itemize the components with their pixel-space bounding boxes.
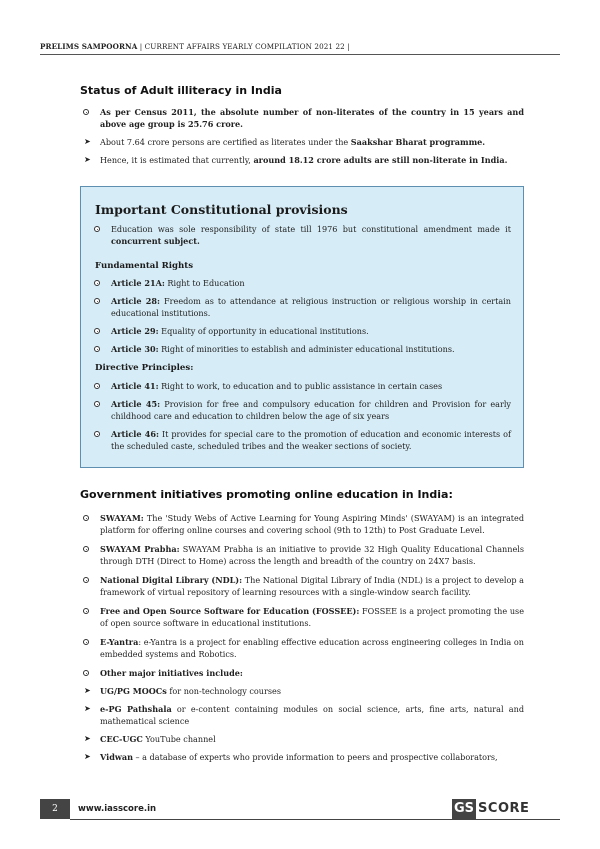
directive-principles-list — [91, 380, 511, 452]
list-subitem: ➤ e-PG Pathshala or e-content containing modules on social science, arts, fine arts, natural and mathematical science — [84, 704, 524, 726]
arrow-bullet-icon: ➤ — [84, 155, 91, 164]
arrow-bullet-icon: ➤ — [84, 137, 91, 146]
arrow-bullet-icon: ➤ — [84, 734, 91, 743]
list-item: Article 41: Right to work, to education and to public assistance in certain cases — [91, 380, 511, 392]
arrow-bullet-icon: ➤ — [84, 752, 91, 761]
logo-gs: GS — [452, 799, 476, 819]
list-subitem: ➤ UG/PG MOOCs for non-technology courses — [84, 686, 281, 696]
list-item: Article 29: Equality of opportunity in educational institutions. — [91, 325, 511, 337]
circle-bullet-icon — [94, 280, 100, 286]
footer-url: www.iasscore.in — [78, 804, 157, 814]
list-item: Education was sole responsibility of state till 1976 but constitutional amendment made it concurrent subject. — [91, 223, 511, 247]
circle-bullet-icon — [83, 639, 89, 645]
circle-bullet-icon — [83, 109, 89, 115]
circle-bullet-icon — [94, 328, 100, 334]
list-item: Other major initiatives include: — [80, 667, 524, 679]
running-header — [40, 42, 560, 51]
circle-bullet-icon — [94, 401, 100, 407]
list-item: Article 45: Provision for free and compulsory education for children and Provision for early childhood care and education to children below the age of six years — [91, 398, 511, 422]
circle-bullet-icon — [83, 670, 89, 676]
box-title: Important Constitutional provisions — [95, 202, 348, 217]
list-item: Article 46: It provides for special care to the promotion of education and economic interests of the scheduled caste, scheduled tribes and the weaker sections of society. — [91, 428, 511, 452]
list-item: Free and Open Source Software for Education (FOSSEE): FOSSEE is a project promoting the use of open source software in educational institutions. — [80, 605, 524, 629]
footer-rule — [70, 819, 560, 820]
header-series: PRELIMS SAMPOORNA — [40, 42, 138, 51]
logo-score: SCORE — [478, 801, 530, 816]
box-intro-list — [91, 223, 511, 247]
list-item: National Digital Library (NDL): The National Digital Library of India (NDL) is a project to develop a framework of virtual repository of learning resources with a single-window search facility. — [80, 574, 524, 598]
header-title: | CURRENT AFFAIRS YEARLY COMPILATION 2021 22 | — [137, 42, 350, 51]
page-number: 2 — [40, 799, 70, 819]
list-subitem: ➤ Hence, it is estimated that currently, around 18.12 crore adults are still non-literate in India. — [84, 155, 508, 165]
arrow-bullet-icon: ➤ — [84, 704, 91, 713]
circle-bullet-icon — [83, 515, 89, 521]
circle-bullet-icon — [83, 546, 89, 552]
list-item: Article 28: Freedom as to attendance at religious instruction or religious worship in certain educational institutions. — [91, 295, 511, 319]
circle-bullet-icon — [94, 298, 100, 304]
header-rule — [40, 54, 560, 55]
constitutional-provisions-box — [80, 186, 524, 468]
fundamental-rights-list — [91, 277, 511, 355]
initiatives-list — [80, 512, 524, 763]
list-item: Article 21A: Right to Education — [91, 277, 511, 289]
list-subitem: ➤ CEC-UGC YouTube channel — [84, 734, 216, 744]
section-online-education-title: Government initiatives promoting online education in India: — [80, 488, 453, 501]
gsscore-logo — [452, 799, 529, 819]
list-item: E-Yantra: e-Yantra is a project for enabling effective education across engineering colleges in India on embedded systems and Robotics. — [80, 636, 524, 660]
list-item: SWAYAM Prabha: SWAYAM Prabha is an initiative to provide 32 High Quality Educational Channels through DTH (Direct to Home) across the length and breadth of the country on 24X7 basis. — [80, 543, 524, 567]
fundamental-rights-heading: Fundamental Rights — [95, 261, 194, 271]
arrow-bullet-icon: ➤ — [84, 686, 91, 695]
section-illiteracy-title: Status of Adult illiteracy in India — [80, 84, 282, 97]
circle-bullet-icon — [94, 226, 100, 232]
circle-bullet-icon — [83, 577, 89, 583]
directive-principles-heading: Directive Principles: — [95, 363, 194, 373]
circle-bullet-icon — [94, 383, 100, 389]
list-item: Article 30: Right of minorities to establish and administer educational institutions. — [91, 343, 511, 355]
list-subitem: ➤ Vidwan – a database of experts who provide information to peers and prospective collaborators, — [84, 752, 498, 762]
circle-bullet-icon — [83, 608, 89, 614]
list-item: As per Census 2011, the absolute number of non-literates of the country in 15 years and above age group is 25.76 crore. — [80, 106, 524, 130]
list-item: SWAYAM: The 'Study Webs of Active Learning for Young Aspiring Minds' (SWAYAM) is an integrated platform for offering online courses and covering school (9th to 12th) to Post Graduate Level. — [80, 512, 524, 536]
circle-bullet-icon — [94, 431, 100, 437]
list-subitem: ➤ About 7.64 crore persons are certified as literates under the Saakshar Bharat programme. — [84, 137, 486, 147]
illiteracy-list — [80, 106, 524, 166]
circle-bullet-icon — [94, 346, 100, 352]
